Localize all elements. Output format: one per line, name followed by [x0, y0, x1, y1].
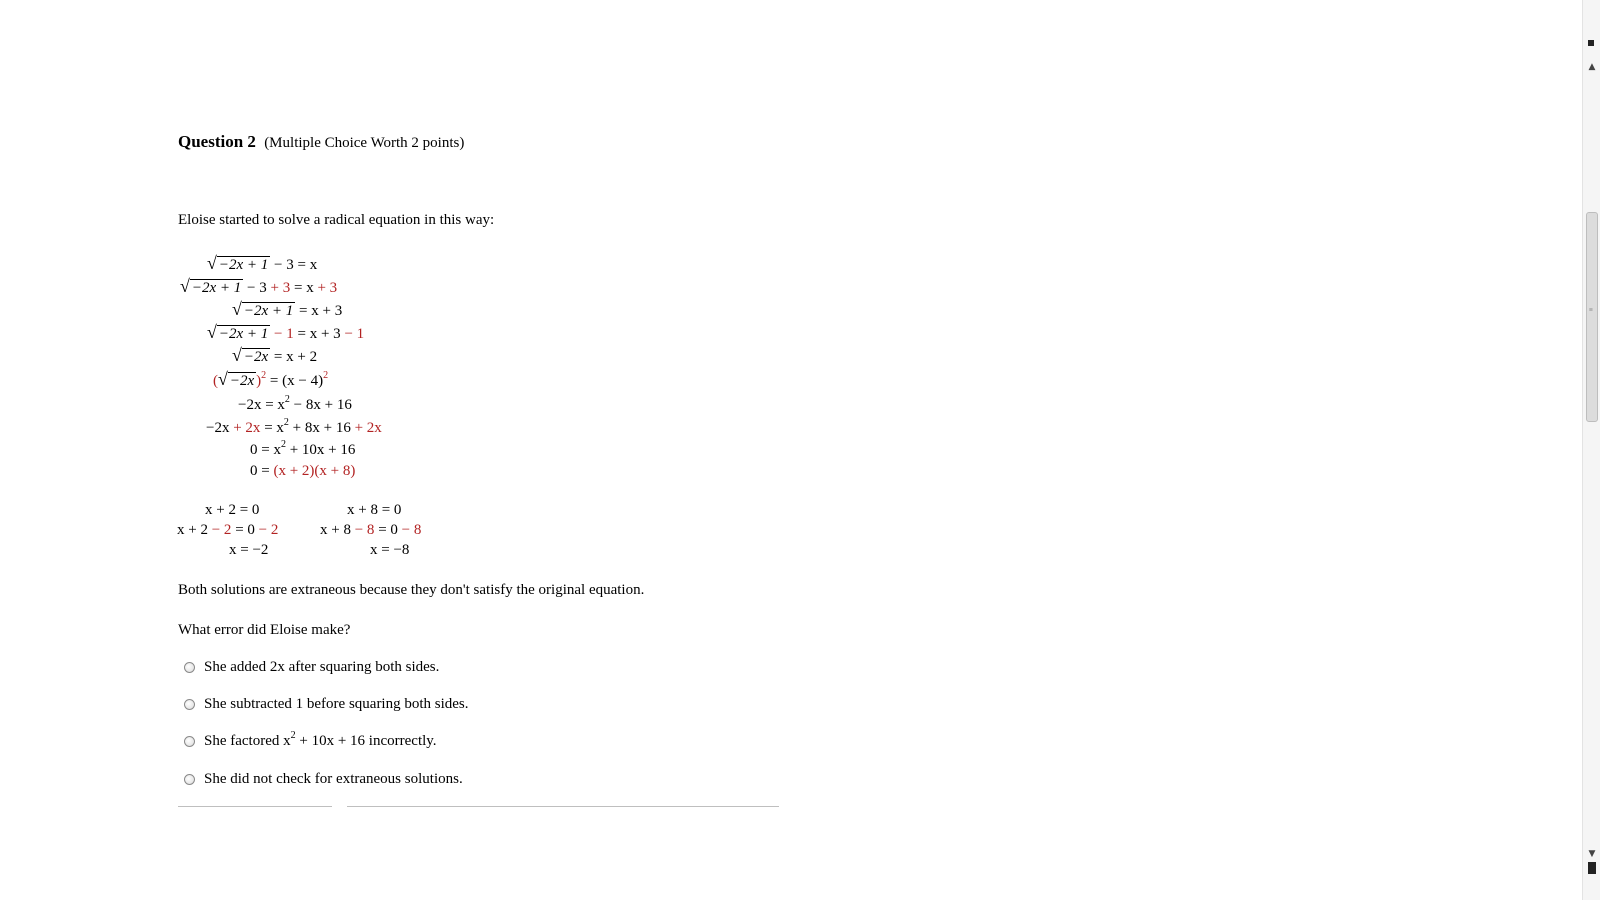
- scrollbar-thumb[interactable]: [1586, 212, 1598, 422]
- option-text: She did not check for extraneous solutions.: [204, 771, 463, 787]
- equation-step-4: √ −2x + 1 − 1 = x + 3 − 1: [207, 322, 365, 342]
- option-text: She factored $x^2 + 10x + 16$ incorrectly.: [204, 730, 437, 749]
- left-case-line-2: x + 2 − 2 = 0 − 2: [177, 522, 279, 538]
- right-case-line-1: x + 8 = 0: [347, 502, 402, 518]
- vertical-scrollbar[interactable]: [1582, 0, 1600, 900]
- radical: √ −2x + 1: [207, 253, 269, 273]
- left-case-line-3: x = −2: [229, 542, 269, 558]
- question-label: Question 2: [178, 132, 256, 151]
- radio-button[interactable]: [184, 736, 195, 747]
- equation-step-9: $0 = x^2 + 10x + 16$: [250, 439, 356, 458]
- option-text: She subtracted 1 before squaring both sides.: [204, 696, 469, 712]
- grip-icon: ≡: [1589, 306, 1593, 314]
- radio-button[interactable]: [184, 699, 195, 710]
- right-case-line-3: x = −8: [370, 542, 410, 558]
- radical: √ −2x: [232, 345, 269, 365]
- extraneous-statement: Both solutions are extraneous because they don't satisfy the original equation.: [178, 582, 645, 598]
- radio-button[interactable]: [184, 662, 195, 673]
- radical: √ −2x + 1: [180, 276, 242, 296]
- equation-step-5: √ −2x = x + 2: [232, 345, 318, 365]
- equation-step-7: $-2x = x^2 - 8x + 16$: [238, 394, 352, 413]
- answer-option-2[interactable]: [184, 696, 469, 713]
- equation-step-8: $-2x + 2x = x^2 + 8x + 16 + 2x$: [206, 417, 382, 436]
- answer-option-4[interactable]: [184, 771, 463, 788]
- answer-option-3[interactable]: [184, 730, 437, 750]
- question-header: [178, 132, 464, 152]
- divider-line: [178, 806, 332, 807]
- radical: √ −2x + 1: [232, 299, 294, 319]
- left-case-line-1: x + 2 = 0: [205, 502, 260, 518]
- equation-step-6: (√ −2x )$^2 = (x - 4)^2$: [213, 369, 329, 389]
- option-text: She added 2x after squaring both sides.: [204, 659, 440, 675]
- window-edge-decoration: [1588, 40, 1594, 46]
- radical: √ −2x: [218, 369, 255, 389]
- window-edge-decoration: [1588, 862, 1596, 874]
- scroll-up-arrow-icon[interactable]: ▲: [1588, 62, 1596, 72]
- question-prompt: Eloise started to solve a radical equation in this way:: [178, 212, 495, 228]
- answer-option-1[interactable]: [184, 659, 439, 676]
- radio-button[interactable]: [184, 774, 195, 785]
- question-ask: What error did Eloise make?: [178, 622, 351, 638]
- equation-step-10: 0 = (x + 2)(x + 8): [250, 463, 356, 479]
- equation-step-3: √ −2x + 1 = x + 3: [232, 299, 343, 319]
- divider-line: [347, 806, 779, 807]
- equation-step-1: √ −2x + 1 − 3 = x: [207, 253, 318, 273]
- radical: √ −2x + 1: [207, 322, 269, 342]
- right-case-line-2: x + 8 − 8 = 0 − 8: [320, 522, 422, 538]
- equation-step-2: √ −2x + 1 − 3 + 3 = x + 3: [180, 276, 338, 296]
- scroll-down-arrow-icon[interactable]: ▼: [1588, 849, 1596, 859]
- question-worth: (Multiple Choice Worth 2 points): [264, 135, 465, 151]
